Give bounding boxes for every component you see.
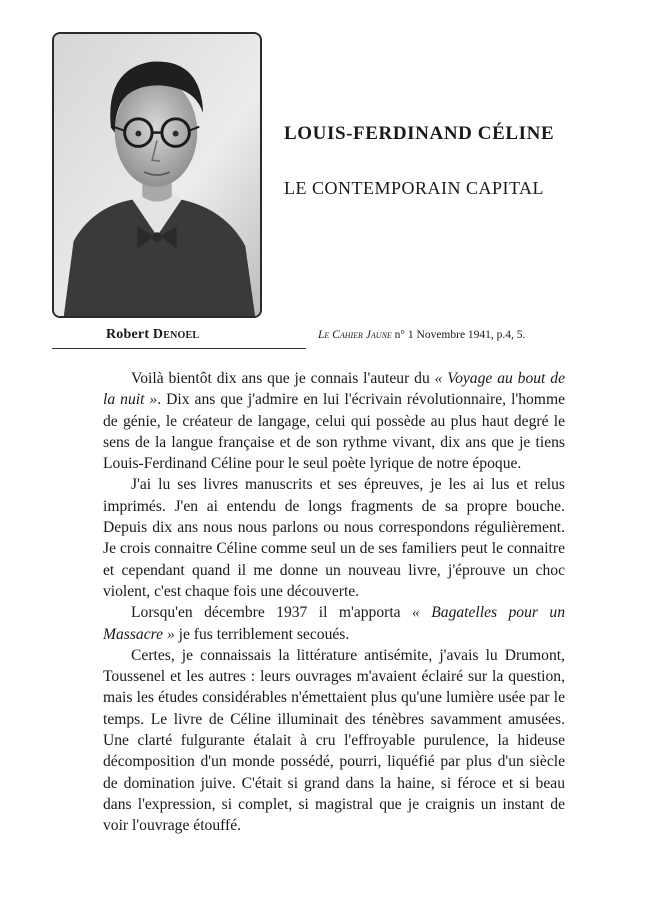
author-heading: LOUIS-FERDINAND CÉLINE — [284, 123, 555, 144]
paragraph-1-text-a: Voilà bientôt dix ans que je connais l'auteur du — [131, 370, 435, 387]
paragraph-3-text-a: Lorsqu'en décembre 1937 il m'apporta — [131, 604, 413, 622]
caption-first-name: Robert — [106, 327, 153, 342]
portrait-image — [54, 34, 260, 316]
publication-name-text: Le Cahier Jaune — [318, 329, 392, 341]
article-title: LE CONTEMPORAIN CAPITAL — [284, 178, 545, 198]
portrait-photo — [52, 32, 262, 318]
paragraph-1 — [103, 368, 565, 474]
paragraph-4: Certes, je connaissais la littérature antisémite, j'avais lu Drumont, Toussenel et les autres : leurs ouvrages m'avaient éclairé sur la question, mais les études considérables n'émettaient plus qu'une lumière usée par le temps. Le livre de Céline illuminait des ténèbres savamment amusées. Une clarté fulgurante étalait à cru l'effroyable purulence, la hideuse décomposition d'un monde possédé, pourri, liquéfié par plus d'un siècle de domination juive. C'était si grand dans la haine, si féroce et si beau dans l'expression, si complet, si magistral que je craignis un instant de voir l'ouvrage étouffé. — [103, 646, 565, 835]
paragraph-1-text-b: . Dix ans que j'admire en lui l'écrivain révolutionnaire, l'homme de génie, le créateur de langage, celui qui possède au plus haut degré le sens de la langue française et de son rythme vivant, dix ans que je tiens Louis-Ferdinand Céline pour le seul poète lyrique de notre époque. — [103, 391, 565, 473]
paragraph-3-text-b: je fus terriblement secoués. — [174, 625, 350, 643]
paragraph-2: J'ai lu ses livres manuscrits et ses épreuves, je les ai lus et relus imprimés. J'en ai entendu de longs fragments de sa propre bouche. Depuis dix ans nous nous parlons ou nous correspondons régulièrement. Je crois connaitre Céline comme seul un de ses familiers peut le connaitre et cependant quand il me donne un nouveau livre, j'éprouve un choc violent, c'est chaque fois une découverte. — [103, 476, 565, 600]
source-citation — [318, 329, 525, 341]
book-title-bagatelles: « Bagatelles pour un Massacre » — [103, 604, 565, 643]
article-body — [103, 368, 565, 837]
caption-last-name: Denoel — [152, 327, 200, 342]
caption-divider — [52, 348, 306, 349]
publication-details: n° 1 Novembre 1941, p.4, 5. — [391, 329, 526, 341]
paragraph-3 — [103, 602, 565, 645]
publication-name — [318, 329, 392, 341]
photo-caption — [106, 327, 199, 343]
book-title-voyage: « Voyage au bout de la nuit » — [103, 370, 565, 409]
